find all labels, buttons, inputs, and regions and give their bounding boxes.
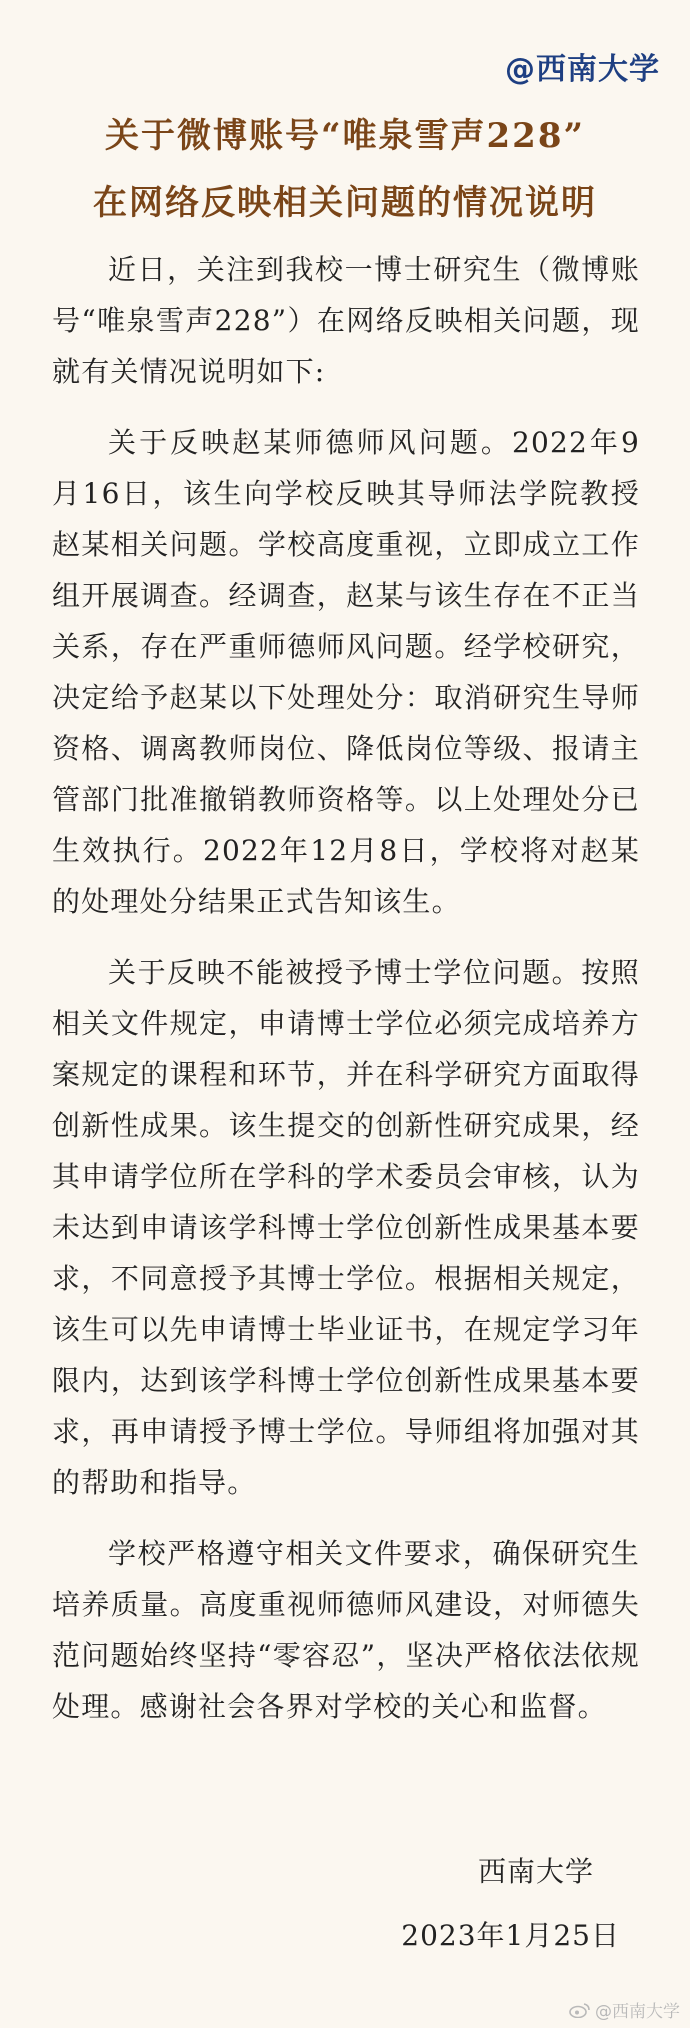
signature-date: 2023年1月25日 <box>401 1919 620 1952</box>
paragraph-degree-issue: 关于反映不能被授予博士学位问题。按照相关文件规定，申请博士学位必须完成培养方案规定的课程和环节，并在科学研究方面取得创新性成果。该生提交的创新性研究成果，经其申请学位所在学科的学术委员会审核，认为未达到申请该学科博士学位创新性成果基本要求，不同意授予其博士学位。根据相关规定，该生可以先申请博士毕业证书，在规定学习年限内，达到该学科博士学位创新性成果基本要求，再申请授予博士学位。导师组将加强对其的帮助和指导。 <box>52 956 640 1499</box>
weibo-icon <box>569 2002 591 2018</box>
title-line-2: 在网络反映相关问题的情况说明 <box>93 183 597 223</box>
paragraph-ethics-issue: 关于反映赵某师德师风问题。2022年9月16日，该生向学校反映其导师法学院教授赵某相关问题。学校高度重视，立即成立工作组开展调查。经调查，赵某与该生存在不正当关系，存在严重师德师风问题。经学校研究，决定给予赵某以下处理处分：取消研究生导师资格、调离教师岗位、降低岗位等级、报请主管部门批准撤销教师资格等。以上处理处分已生效执行。2022年12月8日，学校将对赵某的处理处分结果正式告知该生。 <box>52 426 640 918</box>
watermark-text: @西南大学 <box>595 2002 680 2022</box>
paragraph-intro: 近日，关注到我校一博士研究生（微博账号“唯泉雪声228”）在网络反映相关问题，现就有关情况说明如下: <box>52 253 640 388</box>
account-tag: @西南大学 <box>505 52 660 87</box>
statement-body <box>52 244 640 1752</box>
signature-org: 西南大学 <box>477 1855 594 1888</box>
weibo-watermark <box>569 1997 680 2022</box>
paragraph-closing: 学校严格遵守相关文件要求，确保研究生培养质量。高度重视师德师风建设，对师德失范问题始终坚持“零容忍”，坚决严格依法依规处理。感谢社会各界对学校的关心和监督。 <box>52 1537 640 1723</box>
title-line-1: 关于微博账号“唯泉雪声228” <box>104 116 586 156</box>
